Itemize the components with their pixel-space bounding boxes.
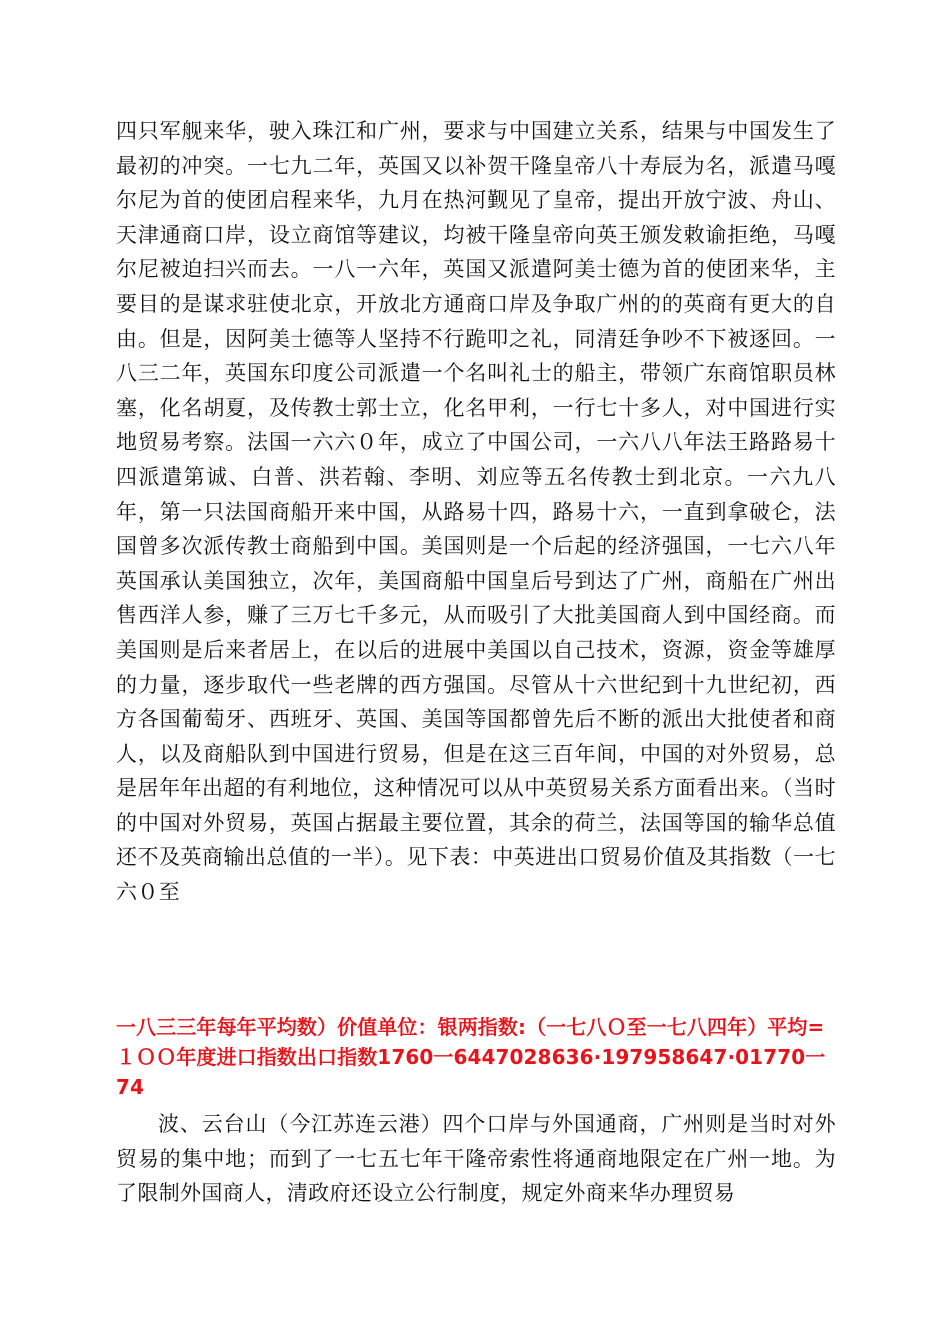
body-paragraph-ports: 波、云台山（今江苏连云港）四个口岸与外国通商，广州则是当时对外贸易的集中地；而到了一七五七年干隆帝索性将通商地限定在广州一地。为了限制外国商人，清政府还设立公行制度，规定外商来华办理贸易	[116, 1112, 836, 1206]
body-paragraph-history: 四只军舰来华，驶入珠江和广州，要求与中国建立关系，结果与中国发生了最初的冲突。一七九二年，英国又以补贺干隆皇帝八十寿辰为名，派遣马嘎尔尼为首的使团启程来华，九月在热河觐见了皇帝，提出开放宁波、舟山、天津通商口岸，设立商馆等建议，均被干隆皇帝向英王颁发敕谕拒绝，马嘎尔尼被迫扫兴而去。一八一六年，英国又派遣阿美士德为首的使团来华，主要目的是谋求驻使北京，开放北方通商口岸及争取广州的的英商有更大的自由。但是，因阿美士德等人坚持不行跪叩之礼，同清廷争吵不下被逐回。一八三二年，英国东印度公司派遣一个名叫礼士的船主，带领广东商馆职员林塞，化名胡夏，及传教士郭士立，化名甲利，一行七十多人，对中国进行实地贸易考察。法国一六六０年，成立了中国公司，一六八八年法王路路易十四派遣第诚、白普、洪若翰、李明、刘应等五名传教士到北京。一六九八年，第一只法国商船开来中国，从路易十四，路易十六，一直到拿破仑，法国曾多次派传教士商船到中国。美国则是一个后起的经济强国，一七六八年英国承认美国独立，次年，美国商船中国皇后号到达了广州，商船在广州出售西洋人参，赚了三万七千多元，从而吸引了大批美国商人到中国经商。而美国则是后来者居上，在以后的进展中美国以自己技术，资源，资金等雄厚的力量，逐步取代一些老牌的西方强国。尽管从十六世纪到十九世纪初，西方各国葡萄牙、西班牙、英国、美国等国都曾先后不断的派出大批使者和商人，以及商船队到中国进行贸易，但是在这三百年间，中国的对外贸易，总是居年年出超的有利地位，这种情况可以从中英贸易关系方面看出来。（当时的中国对外贸易，英国占据最主要位置，其余的荷兰，法国等国的输华总值还不及英商输出总值的一半）。见下表：中英进出口贸易价值及其指数（一七六０至	[116, 119, 836, 905]
trade-table-caption: 一八三三年每年平均数）价值单位：银两指数:（一七八Ｏ至一七八四年）平均=１ＯＯ年度进口指数出口指数1760一6447028636·197958647·01770一74	[116, 1015, 826, 1099]
